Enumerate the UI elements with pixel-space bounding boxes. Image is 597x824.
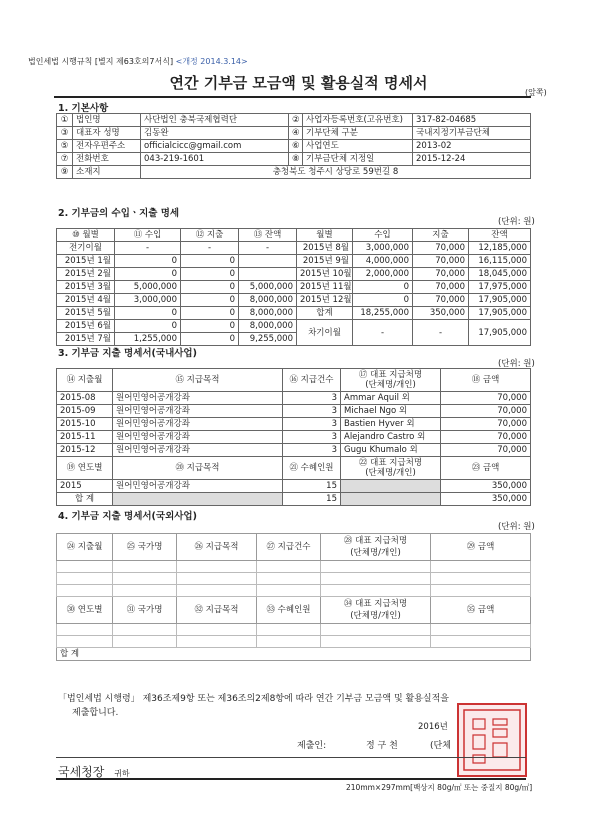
purpose-cell: 원어민영어공개강좌 [113, 405, 283, 418]
info-row [57, 127, 531, 140]
column-header [321, 597, 431, 624]
sign-note: (단체 [430, 741, 451, 751]
column-header: ㉗ 지급건수 [257, 534, 321, 561]
count-cell: 3 [283, 444, 341, 457]
info-num: ⑦ [57, 153, 73, 166]
blank-cell [431, 636, 531, 648]
info-value: 317-82-04685 [413, 114, 531, 127]
payee-cell: Bastien Hyver 외 [341, 418, 441, 431]
info-label: 기부금단체 지정일 [303, 153, 413, 166]
column-header: ㉔ 지출월 [57, 534, 113, 561]
bottom-rule [56, 778, 526, 780]
column-header: ⑭ 지출월 [57, 369, 113, 392]
section2-unit: (단위: 원) [498, 217, 535, 227]
income-cell: 4,000,000 [353, 255, 413, 268]
month-cell: 2015년 11월 [297, 281, 353, 294]
amount-cell: 350,000 [441, 480, 531, 493]
expense-cell: 70,000 [413, 281, 469, 294]
info-row [57, 140, 531, 153]
footer-rule [56, 757, 526, 758]
carryover-label: 차기이월 [297, 320, 353, 346]
column-header: ⑳ 지급목적 [113, 457, 283, 480]
revision-text: <개정 2014.3.14> [175, 57, 248, 66]
expense-cell: 70,000 [413, 242, 469, 255]
carryover-expense: - [413, 320, 469, 346]
header-row [57, 597, 531, 624]
expense-cell: 0 [181, 320, 239, 333]
recipient-suffix: 귀하 [114, 769, 130, 778]
purpose-cell: 원어민영어공개강좌 [113, 418, 283, 431]
info-num: ⑧ [289, 153, 303, 166]
info-label: 소재지 [73, 166, 141, 179]
column-header: ㉕ 국가명 [113, 534, 177, 561]
month-cell: 2015년 6월 [57, 320, 115, 333]
carryover-income: - [353, 320, 413, 346]
total-label: 합 계 [57, 648, 531, 661]
income-cell: - [115, 242, 181, 255]
section1-title: 1. 기본사항 [58, 103, 109, 114]
info-label: 기부단체 구분 [303, 127, 413, 140]
month-cell: 2015년 4월 [57, 294, 115, 307]
payee-cell [341, 480, 441, 493]
info-label: 법인명 [73, 114, 141, 127]
column-header: ㉑ 수혜인원 [283, 457, 341, 480]
info-num: ⑥ [289, 140, 303, 153]
blank-cell [177, 636, 257, 648]
form-law-reference [28, 56, 248, 67]
overseas-expense-table [56, 533, 531, 661]
section3-unit: (단위: 원) [498, 359, 535, 369]
column-header [341, 457, 441, 480]
blank-cell [177, 573, 257, 585]
page-side: (앞쪽) [525, 88, 547, 97]
balance-cell: 16,115,000 [469, 255, 531, 268]
expense-cell: 70,000 [413, 268, 469, 281]
column-header: ㉚ 연도별 [57, 597, 113, 624]
blank-cell [257, 585, 321, 597]
column-header: ⑮ 지급목적 [113, 369, 283, 392]
month-cell: 2015년 3월 [57, 281, 115, 294]
expense-row [57, 418, 531, 431]
info-value: 국내지정기부금단체 [413, 127, 531, 140]
info-row-address [57, 166, 531, 179]
total-count: 15 [283, 493, 341, 506]
month-cell: 전기이월 [57, 242, 115, 255]
income-cell: 0 [115, 320, 181, 333]
blank-cell [257, 561, 321, 573]
balance-cell: - [239, 242, 297, 255]
income-cell: 1,255,000 [115, 333, 181, 346]
header-line: ⑰ 대표 지급처명 [358, 370, 423, 380]
column-header: ㉜ 지급목적 [177, 597, 257, 624]
amount-cell: 70,000 [441, 405, 531, 418]
purpose-cell: 원어민영어공개강좌 [113, 392, 283, 405]
header-line: ㉞ 대표 지급처명 [343, 599, 408, 609]
purpose-cell: 원어민영어공개강좌 [113, 431, 283, 444]
section4-title: 4. 기부금 지출 명세서(국외사업) [58, 511, 197, 522]
year-cell: 2015 [57, 480, 113, 493]
ledger-row [57, 307, 531, 320]
blank-row [57, 585, 531, 597]
month-cell: 2015년 10월 [297, 268, 353, 281]
expense-row [57, 444, 531, 457]
purpose-cell: 원어민영어공개강좌 [113, 444, 283, 457]
expense-cell: - [181, 242, 239, 255]
total-amount: 350,000 [441, 493, 531, 506]
blank-cell [57, 585, 113, 597]
column-header: ⑫ 지출 [181, 229, 239, 242]
balance-cell: 5,000,000 [239, 281, 297, 294]
info-num: ③ [57, 127, 73, 140]
blank-cell [57, 561, 113, 573]
info-num: ⑤ [57, 140, 73, 153]
header-row [57, 534, 531, 561]
blank-row [57, 573, 531, 585]
page-title: 연간 기부금 모금액 및 활용실적 명세서 [169, 74, 428, 92]
column-header: 잔액 [469, 229, 531, 242]
blank-cell [113, 561, 177, 573]
balance-cell: 17,905,000 [469, 294, 531, 307]
income-cell: 0 [353, 281, 413, 294]
paper-spec: 210mm×297mm[백상지 80g/㎡ 또는 중질지 80g/㎡] [346, 783, 533, 792]
blank-cell [431, 573, 531, 585]
ledger-row [57, 242, 531, 255]
blank-cell [57, 636, 113, 648]
payee-cell: Gugu Khumalo 외 [341, 444, 441, 457]
balance-cell: 8,000,000 [239, 294, 297, 307]
ledger-row [57, 294, 531, 307]
top-rule [54, 96, 531, 98]
balance-cell: 17,905,000 [469, 307, 531, 320]
blank-cell [341, 493, 441, 506]
income-cell: 5,000,000 [115, 281, 181, 294]
month-cell: 2015-12 [57, 444, 113, 457]
header-row [57, 229, 531, 242]
blank-cell [113, 585, 177, 597]
column-header: ⑯ 지급건수 [283, 369, 341, 392]
expense-cell: 0 [181, 255, 239, 268]
expense-cell: 0 [181, 307, 239, 320]
ledger-row [57, 255, 531, 268]
blank-cell [321, 585, 431, 597]
month-cell: 2015-09 [57, 405, 113, 418]
expense-row [57, 405, 531, 418]
month-cell: 2015-08 [57, 392, 113, 405]
balance-cell: 12,185,000 [469, 242, 531, 255]
info-value: officialcicc@gmail.com [141, 140, 289, 153]
info-value: 043-219-1601 [141, 153, 289, 166]
blank-cell [431, 624, 531, 636]
income-cell: 0 [115, 255, 181, 268]
month-cell: 2015년 8월 [297, 242, 353, 255]
total-row [57, 648, 531, 661]
purpose-cell: 원어민영어공개강좌 [113, 480, 283, 493]
income-cell: 0 [115, 268, 181, 281]
amount-cell: 70,000 [441, 444, 531, 457]
column-header: 수입 [353, 229, 413, 242]
info-num: ② [289, 114, 303, 127]
balance-cell: 18,045,000 [469, 268, 531, 281]
blank-cell [113, 573, 177, 585]
blank-row [57, 561, 531, 573]
blank-row [57, 636, 531, 648]
seal-pattern [459, 705, 525, 775]
income-cell: 0 [353, 294, 413, 307]
expense-row [57, 392, 531, 405]
income-cell: 18,255,000 [353, 307, 413, 320]
expense-cell: 0 [181, 281, 239, 294]
month-cell: 2015년 5월 [57, 307, 115, 320]
count-cell: 3 [283, 405, 341, 418]
payee-cell: Michael Ngo 외 [341, 405, 441, 418]
amount-cell: 70,000 [441, 392, 531, 405]
month-cell: 2015년 7월 [57, 333, 115, 346]
header-line: ㉒ 대표 지급처명 [358, 458, 423, 468]
footer-year: 2016년 [418, 722, 448, 732]
info-value: 김동완 [141, 127, 289, 140]
expense-cell: 0 [181, 333, 239, 346]
blank-cell [321, 573, 431, 585]
blank-cell [431, 561, 531, 573]
month-cell: 합계 [297, 307, 353, 320]
blank-cell [113, 493, 283, 506]
column-header [341, 369, 441, 392]
payee-cell: Ammar Aquil 외 [341, 392, 441, 405]
income-cell: 0 [115, 307, 181, 320]
month-cell: 2015년 9월 [297, 255, 353, 268]
section4-unit: (단위: 원) [498, 522, 535, 532]
blank-cell [113, 636, 177, 648]
total-label: 합 계 [57, 493, 113, 506]
balance-cell [239, 268, 297, 281]
info-label: 대표자 성명 [73, 127, 141, 140]
ledger-row [57, 320, 531, 333]
basic-info-table [56, 113, 531, 179]
count-cell: 3 [283, 418, 341, 431]
column-header: ⑩ 월별 [57, 229, 115, 242]
column-header: 월별 [297, 229, 353, 242]
column-header: ㉖ 지급목적 [177, 534, 257, 561]
expense-cell: 70,000 [413, 255, 469, 268]
blank-cell [321, 624, 431, 636]
ledger-row [57, 268, 531, 281]
income-cell: 3,000,000 [353, 242, 413, 255]
domestic-expense-table [56, 368, 531, 506]
submitter-name: 정 구 천 [366, 741, 398, 751]
footer-statement-1: 「법인세법 시행령」 제36조제9항 또는 제36조의2제8항에 따라 연간 기부금 모금액 및 활용실적을 [58, 694, 449, 704]
amount-cell: 70,000 [441, 431, 531, 444]
info-value: 2015-12-24 [413, 153, 531, 166]
column-header: ㉝ 수혜인원 [257, 597, 321, 624]
blank-cell [57, 573, 113, 585]
section2-title: 2. 기부금의 수입ㆍ지출 명세 [58, 208, 180, 219]
info-label: 사업연도 [303, 140, 413, 153]
column-header: ⑲ 연도별 [57, 457, 113, 480]
amount-cell: 70,000 [441, 418, 531, 431]
income-expense-table [56, 228, 531, 346]
expense-row [57, 431, 531, 444]
blank-cell [57, 624, 113, 636]
column-header: ⑬ 잔액 [239, 229, 297, 242]
blank-cell [257, 636, 321, 648]
blank-cell [177, 624, 257, 636]
balance-cell: 8,000,000 [239, 320, 297, 333]
info-num: ⑨ [57, 166, 73, 179]
column-header: ⑪ 수입 [115, 229, 181, 242]
info-value: 사단법인 충북국제협력단 [141, 114, 289, 127]
month-cell: 2015-11 [57, 431, 113, 444]
column-header: ⑱ 금액 [441, 369, 531, 392]
blank-cell [177, 561, 257, 573]
blank-cell [113, 624, 177, 636]
recipient-name: 국세청장 [58, 765, 105, 779]
blank-cell [321, 561, 431, 573]
month-cell: 2015-10 [57, 418, 113, 431]
count-cell: 3 [283, 392, 341, 405]
balance-cell: 9,255,000 [239, 333, 297, 346]
column-header: ㉛ 국가명 [113, 597, 177, 624]
month-cell: 2015년 12월 [297, 294, 353, 307]
header-row [57, 457, 531, 480]
balance-cell: 17,975,000 [469, 281, 531, 294]
official-seal [457, 703, 527, 777]
blank-cell [177, 585, 257, 597]
header-subline: (단체명/개인) [365, 468, 416, 478]
info-label: 전화번호 [73, 153, 141, 166]
header-subline: (단체명/개인) [350, 548, 401, 558]
header-row [57, 369, 531, 392]
blank-cell [257, 573, 321, 585]
expense-cell: 70,000 [413, 294, 469, 307]
balance-cell: 8,000,000 [239, 307, 297, 320]
total-row [57, 493, 531, 506]
carryover-balance: 17,905,000 [469, 320, 531, 346]
submitter-label: 제출인: [297, 741, 327, 751]
blank-cell [321, 636, 431, 648]
ledger-row [57, 281, 531, 294]
column-header: ㉙ 금액 [431, 534, 531, 561]
income-cell: 3,000,000 [115, 294, 181, 307]
law-text: 법인세법 시행규칙 [별지 제63호의7서식] [28, 57, 174, 66]
payee-cell: Alejandro Castro 외 [341, 431, 441, 444]
blank-cell [431, 585, 531, 597]
footer-statement-2: 제출합니다. [72, 708, 119, 718]
month-cell: 2015년 1월 [57, 255, 115, 268]
column-header: 지출 [413, 229, 469, 242]
info-label: 사업자등록번호(고유번호) [303, 114, 413, 127]
expense-cell: 350,000 [413, 307, 469, 320]
column-header [321, 534, 431, 561]
header-subline: (단체명/개인) [365, 380, 416, 390]
expense-cell: 0 [181, 268, 239, 281]
year-row [57, 480, 531, 493]
info-num: ① [57, 114, 73, 127]
recipients-cell: 15 [283, 480, 341, 493]
info-value: 충청북도 청주시 상당로 59번길 8 [141, 166, 531, 179]
expense-cell: 0 [181, 294, 239, 307]
column-header: ㉟ 금액 [431, 597, 531, 624]
balance-cell [239, 255, 297, 268]
header-subline: (단체명/개인) [350, 611, 401, 621]
info-row [57, 114, 531, 127]
column-header: ㉓ 금액 [441, 457, 531, 480]
section3-title: 3. 기부금 지출 명세서(국내사업) [58, 348, 197, 359]
info-value: 2013-02 [413, 140, 531, 153]
info-label: 전자우편주소 [73, 140, 141, 153]
blank-cell [257, 624, 321, 636]
month-cell: 2015년 2월 [57, 268, 115, 281]
income-cell: 2,000,000 [353, 268, 413, 281]
info-row [57, 153, 531, 166]
info-num: ④ [289, 127, 303, 140]
count-cell: 3 [283, 431, 341, 444]
blank-row [57, 624, 531, 636]
header-line: ㉘ 대표 지급처명 [343, 536, 408, 546]
